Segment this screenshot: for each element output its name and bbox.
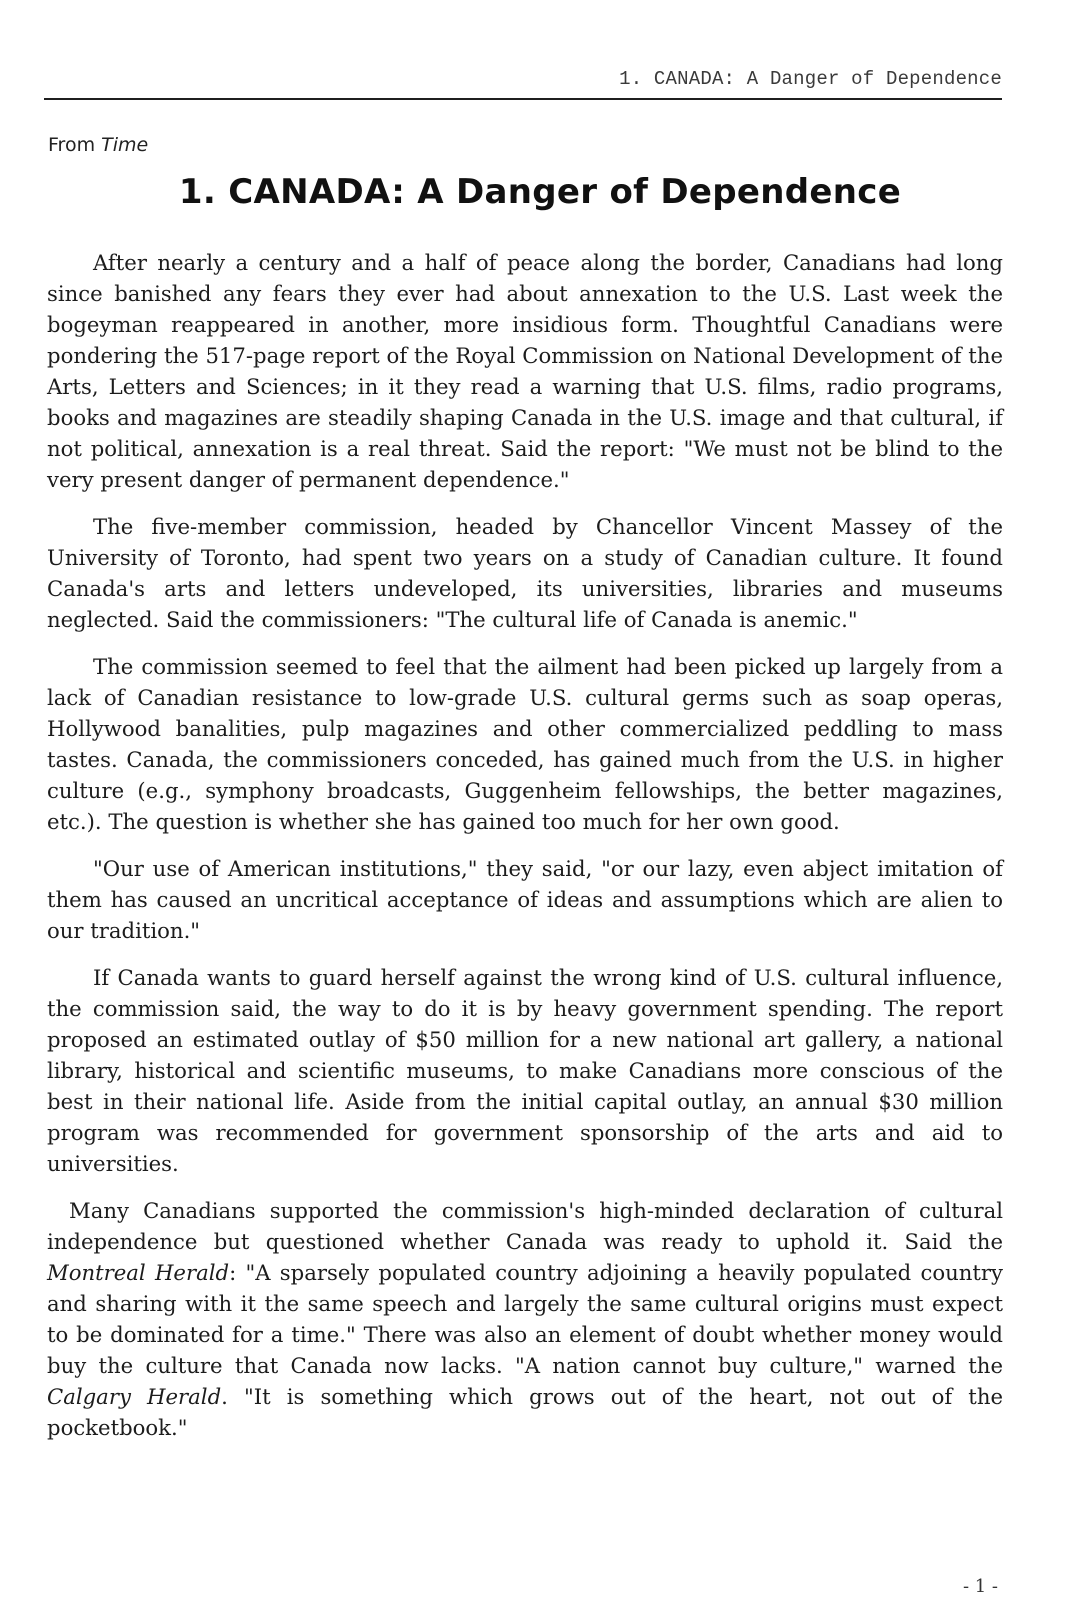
- paragraph-6-segment-2: : "A sparsely populated country adjoining a heavily populated country and sharing with it the same speech and largely the same cultural origins must expect to be dominated for a time." There was also an element of doubt whether money would buy the culture that Canada now lacks. "A nation cannot buy culture," warned the: [47, 1260, 1003, 1378]
- montreal-herald-citation: Montreal Herald: [47, 1260, 230, 1285]
- article-body: [47, 247, 1003, 1459]
- paragraph-6: [47, 1195, 1003, 1443]
- page-number: - 1 -: [962, 1576, 998, 1597]
- article-title: 1. CANADA: A Danger of Dependence: [178, 172, 902, 212]
- paragraph-5: If Canada wants to guard herself against the wrong kind of U.S. cultural influence, the commission said, the way to do it is by heavy government spending. The report proposed an estimated outlay of $50 million for a new national art gallery, a national library, historical and scientific museums, to make Canadians more conscious of the best in their national life. Aside from the initial capital outlay, an annual $30 million program was recommended for government sponsorship of the arts and aid to universities.: [47, 965, 1003, 1176]
- paragraph-6-segment-3: . "It is something which grows out of the heart, not out of the pocketbook.": [47, 1384, 1004, 1440]
- paragraph-1: After nearly a century and a half of peace along the border, Canadians had long since banished any fears they ever had about annexation to the U.S. Last week the bogeyman reappeared in another, more insidious form. Thoughtful Canadians were pondering the 517-page report of the Royal Commission on National Development of the Arts, Letters and Sciences; in it they read a warning that U.S. films, radio programs, books and magazines are steadily shaping Canada in the U.S. image and that cultural, if not political, annexation is a real threat. Said the report: "We must not be blind to the very present danger of permanent dependence.": [47, 250, 1003, 492]
- paragraph-4: "Our use of American institutions," they said, "or our lazy, even abject imitation of them has caused an uncritical acceptance of ideas and assumptions which are alien to our tradition.": [47, 856, 1003, 943]
- header-rule: [44, 98, 1002, 100]
- running-header: 1. CANADA: A Danger of Dependence: [619, 68, 1002, 90]
- source-line: [48, 134, 148, 156]
- source-publication: Time: [101, 134, 149, 156]
- paragraph-2: The five-member commission, headed by Chancellor Vincent Massey of the University of Toronto, had spent two years on a study of Canadian culture. It found Canada's arts and letters undeveloped, its universities, libraries and museums neglected. Said the commissioners: "The cultural life of Canada is anemic.": [47, 514, 1003, 632]
- source-prefix: From: [48, 134, 102, 156]
- paragraph-6-segment-1: Many Canadians supported the commission's high-minded declaration of cultural independence but questioned whether Canada was ready to uphold it. Said the: [47, 1198, 1003, 1254]
- paragraph-3: The commission seemed to feel that the ailment had been picked up largely from a lack of Canadian resistance to low-grade U.S. cultural germs such as soap operas, Hollywood banalities, pulp magazines and other commercialized peddling to mass tastes. Canada, the commissioners conceded, has gained much from the U.S. in higher culture (e.g., symphony broadcasts, Guggenheim fellowships, the better magazines, etc.). The question is whether she has gained too much for her own good.: [47, 654, 1003, 834]
- calgary-herald-citation: Calgary Herald: [47, 1384, 222, 1409]
